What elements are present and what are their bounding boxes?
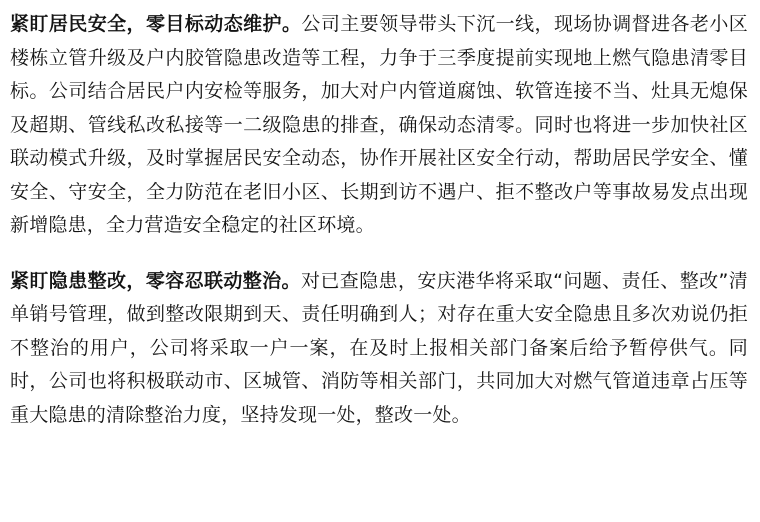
paragraph xyxy=(10,8,748,243)
paragraph-lead: 紧盯居民安全，零目标动态维护。 xyxy=(10,13,302,35)
paragraph xyxy=(10,265,748,433)
paragraph-text: 对已查隐患，安庆港华将采取“问题、责任、整改”清单销号管理，做到整改限期到天、责任明确到人；对存在重大安全隐患且多次劝说仍拒不整治的用户，公司将采取一户一案，在及时上报相关部门备案后给予暂停供气。同时，公司也将积极联动市、区城管、消防等相关部门，共同加大对燃气管道违章占压等重大隐患的清除整治力度，坚持发现一处，整改一处。 xyxy=(10,269,748,426)
paragraph-text: 公司主要领导带头下沉一线，现场协调督进各老小区楼栋立管升级及户内胶管隐患改造等工程，力争于三季度提前实现地上燃气隐患清零目标。公司结合居民户内安检等服务，加大对户内管道腐蚀、软管连接不当、灶具无熄保及超期、管线私改私接等一二级隐患的排查，确保动态清零。同时也将进一步加快社区联动模式升级，及时掌握居民安全动态，协作开展社区安全行动，帮助居民学安全、懂安全、守安全，全力防范在老旧小区、长期到访不遇户、拒不整改户等事故易发点出现新增隐患，全力营造安全稳定的社区环境。 xyxy=(10,13,748,236)
paragraph-lead: 紧盯隐患整改，零容忍联动整治。 xyxy=(10,269,301,292)
